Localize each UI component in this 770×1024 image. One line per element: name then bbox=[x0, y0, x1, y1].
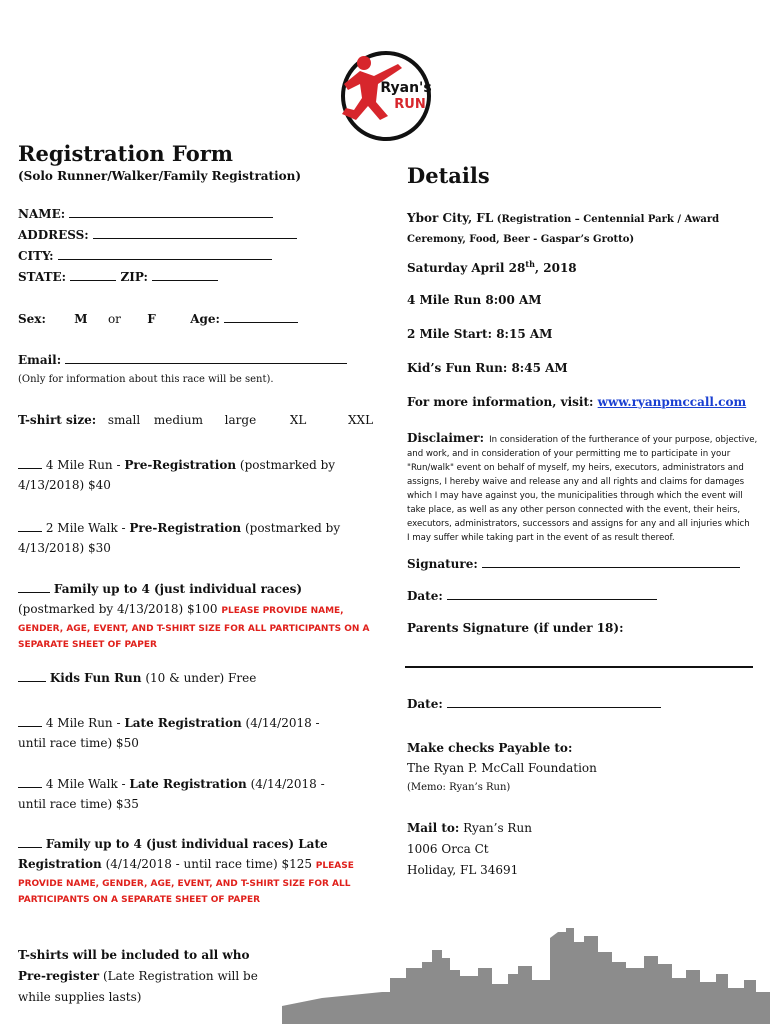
option-4mile-run-pre[interactable] bbox=[18, 455, 368, 495]
location-detail: (Registration – Centennial Park / Award bbox=[493, 214, 720, 225]
mail-to bbox=[407, 818, 532, 881]
tshirt-note-line: while supplies lasts) bbox=[18, 990, 142, 1004]
state-zip-field[interactable] bbox=[18, 270, 218, 284]
option-blank[interactable] bbox=[18, 725, 42, 727]
date-field-2[interactable] bbox=[407, 697, 661, 711]
option-text: 4 Mile Walk - bbox=[45, 777, 130, 791]
disclaimer-label: Disclaimer: bbox=[407, 431, 485, 445]
option-text-bold: Kids Fun Run bbox=[49, 671, 142, 685]
option-blank[interactable] bbox=[18, 530, 42, 532]
disclaimer-text: "Run/walk" event on behalf of myself, my heirs, executors, administrators and bbox=[407, 463, 744, 473]
event-date-text: Saturday April 28 bbox=[407, 261, 526, 275]
details-title: Details bbox=[407, 163, 490, 188]
option-2mile-walk-pre[interactable] bbox=[18, 518, 368, 558]
tshirt-size-xxl[interactable]: XXL bbox=[348, 413, 374, 427]
option-text: (postmarked by bbox=[241, 521, 341, 535]
option-blank[interactable] bbox=[18, 467, 42, 469]
checks-payable bbox=[407, 738, 597, 798]
date-label: Date: bbox=[407, 697, 443, 711]
email-label: Email: bbox=[18, 353, 62, 367]
option-blank[interactable] bbox=[18, 591, 50, 593]
event-date-sup: th bbox=[525, 259, 535, 269]
email-field[interactable] bbox=[18, 353, 347, 367]
date-line[interactable] bbox=[447, 706, 661, 708]
signature-line[interactable] bbox=[482, 566, 740, 568]
disclaimer-text: In consideration of the furtherance of your purpose, objective, bbox=[489, 435, 758, 445]
option-4mile-run-late[interactable] bbox=[18, 713, 368, 753]
checks-name: The Ryan P. McCall Foundation bbox=[407, 761, 597, 775]
option-note-red: PARTICIPANTS ON A SEPARATE SHEET OF PAPER bbox=[18, 895, 261, 905]
disclaimer-text: and work, and in consideration of your permitting me to participate in your bbox=[407, 449, 731, 459]
option-text-bold: Pre-Registration bbox=[124, 458, 237, 472]
age-label: Age: bbox=[190, 312, 220, 326]
option-note-red: PLEASE bbox=[315, 861, 354, 871]
option-price: 4/13/2018) $30 bbox=[18, 541, 111, 555]
state-line[interactable] bbox=[70, 279, 116, 281]
parents-signature-label: Parents Signature (if under 18): bbox=[407, 621, 624, 635]
email-line[interactable] bbox=[65, 362, 347, 364]
option-text-bold: Family up to 4 (just individual races) bbox=[53, 582, 303, 596]
disclaimer-text: take place, as well as any other person connected with the event, their heirs, bbox=[407, 505, 741, 515]
start-4mile: 4 Mile Run 8:00 AM bbox=[407, 293, 542, 307]
name-line[interactable] bbox=[69, 216, 273, 218]
option-price: until race time) $35 bbox=[18, 797, 139, 811]
tshirt-size-xl[interactable]: XL bbox=[289, 413, 307, 427]
tshirt-note-line: (Late Registration will be bbox=[99, 969, 258, 983]
event-date-text: , 2018 bbox=[534, 261, 577, 275]
disclaimer-text: which I may have against you, the municipalities through which the event will bbox=[407, 491, 743, 501]
runner-logo-icon bbox=[326, 46, 442, 142]
date-field-1[interactable] bbox=[407, 589, 657, 603]
start-kids: Kid’s Fun Run: 8:45 AM bbox=[407, 361, 568, 375]
checks-label: Make checks Payable to: bbox=[407, 741, 573, 755]
disclaimer-text: assigns, I hereby waive and release any and all rights and claims for damages bbox=[407, 477, 745, 487]
address-field[interactable] bbox=[18, 228, 297, 242]
disclaimer-text: executors, administrators, successors and assigns for any and all injuries which bbox=[407, 519, 750, 529]
city-skyline-icon bbox=[282, 928, 770, 1024]
option-note-red: PROVIDE NAME, GENDER, AGE, EVENT, AND T-SHIRT SIZE FOR ALL bbox=[18, 879, 351, 889]
svg-text:Ryan's: Ryan's bbox=[380, 80, 432, 96]
form-subtitle: (Solo Runner/Walker/Family Registration) bbox=[18, 169, 302, 183]
date-line[interactable] bbox=[447, 598, 657, 600]
tshirt-size-small[interactable]: small bbox=[107, 413, 141, 427]
address-line[interactable] bbox=[93, 237, 297, 239]
option-text: (postmarked by bbox=[236, 458, 336, 472]
tshirt-note bbox=[18, 945, 298, 1008]
option-price: (4/14/2018 - until race time) $125 bbox=[101, 857, 316, 871]
logo bbox=[326, 46, 442, 142]
age-line[interactable] bbox=[224, 321, 298, 323]
option-note-red: GENDER, AGE, EVENT, AND T-SHIRT SIZE FOR ALL PARTICIPANTS ON A bbox=[18, 624, 370, 634]
option-blank[interactable] bbox=[18, 846, 42, 848]
tshirt-size-large[interactable]: large bbox=[224, 413, 257, 427]
location bbox=[407, 207, 757, 250]
signature-label: Signature: bbox=[407, 557, 478, 571]
tshirt-label: T-shirt size: bbox=[18, 413, 97, 427]
location-detail: Ceremony, Food, Beer - Gaspar’s Grotto) bbox=[407, 234, 635, 245]
sex-age-field bbox=[18, 312, 298, 326]
disclaimer bbox=[407, 427, 757, 545]
name-field[interactable] bbox=[18, 207, 273, 221]
city-line[interactable] bbox=[58, 258, 272, 260]
zip-label: ZIP: bbox=[120, 270, 148, 284]
checks-memo: (Memo: Ryan’s Run) bbox=[407, 782, 511, 793]
tshirt-size-row bbox=[18, 413, 373, 427]
email-note: (Only for information about this race will be sent). bbox=[18, 374, 274, 385]
name-label: NAME: bbox=[18, 207, 66, 221]
sex-or: or bbox=[107, 312, 121, 326]
location-city: Ybor City, FL bbox=[407, 211, 494, 225]
option-text: (4/14/2018 - bbox=[246, 777, 325, 791]
disclaimer-text: I may suffer while taking part in the event of as result thereof. bbox=[407, 533, 675, 543]
tshirt-note-bold: Pre-register bbox=[18, 969, 100, 983]
mail-city: Holiday, FL 34691 bbox=[407, 863, 519, 877]
option-blank[interactable] bbox=[18, 680, 46, 682]
option-note-red: PLEASE PROVIDE NAME, bbox=[221, 606, 344, 616]
address-label: ADDRESS: bbox=[18, 228, 89, 242]
website-link[interactable]: www.ryanpmccall.com bbox=[597, 395, 747, 409]
option-price: 4/13/2018) $40 bbox=[18, 478, 111, 492]
city-label: CITY: bbox=[18, 249, 54, 263]
zip-line[interactable] bbox=[152, 279, 218, 281]
signature-field[interactable] bbox=[407, 557, 740, 571]
tshirt-note-line: T-shirts will be included to all who bbox=[18, 948, 250, 962]
start-2mile: 2 Mile Start: 8:15 AM bbox=[407, 327, 553, 341]
more-info-label: For more information, visit: bbox=[407, 395, 598, 409]
option-text-bold: Late Registration bbox=[129, 777, 247, 791]
parents-signature-line[interactable] bbox=[405, 666, 753, 668]
option-text: (10 & under) Free bbox=[141, 671, 257, 685]
event-date bbox=[407, 259, 577, 275]
option-family-pre[interactable] bbox=[18, 579, 378, 653]
option-note-red: SEPARATE SHEET OF PAPER bbox=[18, 640, 157, 650]
option-text: 2 Mile Walk - bbox=[45, 521, 130, 535]
sex-m-option[interactable]: M bbox=[74, 312, 88, 326]
option-text-bold: Registration bbox=[18, 857, 102, 871]
svg-text:RUN: RUN bbox=[394, 97, 426, 112]
tshirt-size-medium[interactable]: medium bbox=[153, 413, 203, 427]
option-text-bold: Family up to 4 (just individual races) Late bbox=[45, 837, 328, 851]
option-text-bold: Late Registration bbox=[124, 716, 242, 730]
option-blank[interactable] bbox=[18, 786, 42, 788]
date-label: Date: bbox=[407, 589, 443, 603]
option-price: until race time) $50 bbox=[18, 736, 139, 750]
mail-name: Ryan’s Run bbox=[459, 821, 532, 835]
mail-label: Mail to: bbox=[407, 821, 460, 835]
option-family-late[interactable] bbox=[18, 834, 378, 908]
option-text-bold: Pre-Registration bbox=[129, 521, 242, 535]
option-text: (4/14/2018 - bbox=[241, 716, 320, 730]
option-kids-fun-run[interactable] bbox=[18, 671, 256, 685]
option-price: (postmarked by 4/13/2018) $100 bbox=[18, 602, 222, 616]
option-4mile-walk-late[interactable] bbox=[18, 774, 368, 814]
mail-street: 1006 Orca Ct bbox=[407, 842, 489, 856]
form-title: Registration Form bbox=[18, 141, 233, 166]
sex-f-option[interactable]: F bbox=[147, 312, 156, 326]
option-text: 4 Mile Run - bbox=[45, 458, 125, 472]
state-label: STATE: bbox=[18, 270, 67, 284]
more-info bbox=[407, 395, 746, 409]
city-field[interactable] bbox=[18, 249, 272, 263]
option-text: 4 Mile Run - bbox=[45, 716, 125, 730]
sex-label: Sex: bbox=[18, 312, 46, 326]
